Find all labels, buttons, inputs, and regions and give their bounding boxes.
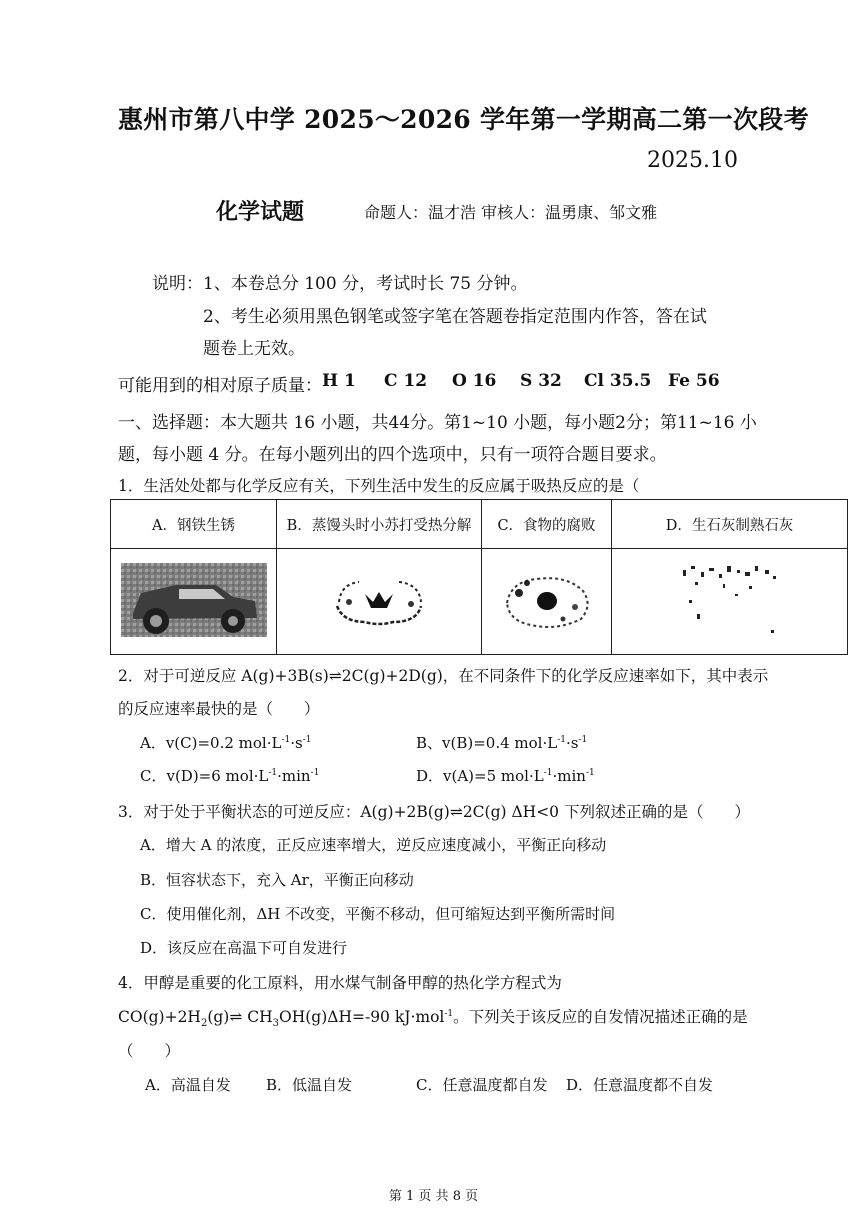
q4-option-b: B．低温自发	[266, 1076, 353, 1094]
mass-s: S 32	[520, 371, 562, 391]
section-1-line-1: 一、选择题：本大题共 16 小题，共44分。第1~10 小题，每小题2分；第11~16 小	[118, 413, 757, 433]
q1-option-table	[110, 499, 848, 655]
q3-option-d: D．该反应在高温下可自发进行	[140, 939, 348, 957]
q3-option-a: A．增大 A 的浓度，正反应速率增大，逆反应速度减小，平衡正向移动	[140, 836, 607, 854]
atomic-mass-line	[118, 371, 322, 396]
q3-option-c: C．使用催化剂，ΔH 不改变，平衡不移动，但可缩短达到平衡所需时间	[140, 905, 616, 923]
q1-image-rotten-food	[482, 549, 612, 655]
note-line-1: 说明：1、本卷总分 100 分，考试时长 75 分钟。	[152, 274, 528, 294]
mass-o: O 16	[452, 371, 497, 391]
rusty-car-image	[121, 563, 267, 637]
q2-option-d: D．v(A)=5 $mol\cdot L^{-1}\cdot\min^{-1}$	[416, 767, 595, 785]
q3-stem: 3．对于处于平衡状态的可逆反应：A(g)+2B(g)⇌2C(g) ΔH<0 下列叙述正确的是（ ）	[118, 803, 750, 821]
page-footer: 第 1 页 共 8 页	[388, 1189, 479, 1204]
q4-option-a: A．高温自发	[145, 1076, 231, 1094]
q2-stem-line-1: 2．对于可逆反应 A(g)+3B(s)⇌2C(g)+2D(g)，在不同条件下的化学反应速率如下，其中表示	[118, 667, 769, 685]
exam-title: 惠州市第八中学 2025～2026 学年第一学期高二第一次段考	[118, 105, 809, 134]
mass-cl: Cl 35.5	[584, 371, 652, 391]
q1-image-quicklime	[612, 549, 848, 655]
q1-option-c: C．食物的腐败	[482, 500, 612, 549]
q1-image-rusty-car	[111, 549, 277, 655]
q1-option-b: B．蒸馒头时小苏打受热分解	[277, 500, 482, 549]
quicklime-image	[675, 560, 785, 640]
q2-option-a: A．v(C)=0.2 $mol\cdot L^{-1}\cdot s^{-1}$	[140, 734, 312, 752]
q4-equation: $CO(g)+2H_2(g)\rightleftharpoons$ $CH_3OH(g)\Delta H=-90$ kJ·mol$^{-1}$。下列关于该反应的自发情况描述正确的是	[118, 1008, 748, 1030]
q1-option-a: A．钢铁生锈	[111, 500, 277, 549]
q1-option-d: D．生石灰制熟石灰	[612, 500, 848, 549]
q4-answer-paren: （ ）	[118, 1042, 181, 1060]
steamed-bun-image	[329, 572, 429, 628]
q4-option-d: D．任意温度都不自发	[566, 1076, 714, 1094]
q1-stem: 1．生活处处都与化学反应有关，下列生活中发生的反应属于吸热反应的是（	[118, 477, 640, 495]
mass-fe: Fe 56	[668, 371, 720, 391]
mass-h: H 1	[322, 371, 356, 391]
note-line-2b: 题卷上无效。	[203, 339, 305, 359]
q2-option-c: C．v(D)=6 $mol\cdot L^{-1}\cdot\min^{-1}$	[140, 767, 320, 785]
q1-image-steamed-buns	[277, 549, 482, 655]
mass-c: C 12	[384, 371, 428, 391]
atomic-mass-label: 可能用到的相对原子质量：	[118, 376, 322, 396]
q2-stem-line-2: 的反应速率最快的是（ ）	[118, 700, 320, 718]
section-1-line-2: 题，每小题 4 分。在每小题列出的四个选项中，只有一项符合题目要求。	[118, 445, 667, 465]
q2-option-b: B、v(B)=0.4 $mol\cdot L^{-1}\cdot s^{-1}$	[416, 734, 588, 752]
q3-option-b: B．恒容状态下，充入 Ar，平衡正向移动	[140, 871, 414, 889]
note-line-2a: 2、考生必须用黑色钢笔或签字笔在答题卷指定范围内作答，答在试	[203, 307, 707, 327]
rotten-food-image	[497, 565, 597, 635]
authors-line: 命题人：温才浩 审核人：温勇康、邹文雅	[364, 203, 658, 222]
subject-title: 化学试题	[216, 199, 305, 225]
q4-stem-line-1: 4．甲醇是重要的化工原料，用水煤气制备甲醇的热化学方程式为	[118, 974, 562, 992]
exam-date: 2025.10	[647, 148, 738, 173]
q4-option-c: C．任意温度都自发	[416, 1076, 548, 1094]
